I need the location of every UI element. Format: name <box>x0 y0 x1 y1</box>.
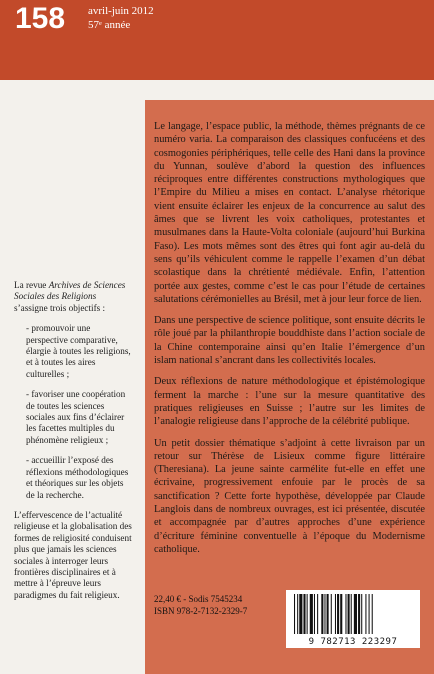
sidebar-closing: L’effervescence de l’actualité religieuse et la globalisation des formes de religiosité conduisent plus que jamais les sciences sociales à interroger leurs frontières disciplinaires et à mettre à l’épreuve leurs paradigmes du fait religieux. <box>14 509 132 600</box>
barcode-bar <box>307 594 308 634</box>
barcode-bar <box>335 594 336 634</box>
intro-suffix: s’assigne trois objectifs : <box>14 302 106 313</box>
barcode-bar <box>297 594 298 634</box>
journal-name: Archives de Sciences Sociales des Religions <box>14 280 126 302</box>
journal-objectives <box>14 280 132 610</box>
barcode-bar <box>321 594 323 634</box>
barcode-bar <box>348 594 350 634</box>
barcode-bar <box>294 594 295 634</box>
objective-item <box>14 323 132 380</box>
barcode-bar <box>331 594 332 634</box>
barcode-bar <box>372 594 373 634</box>
price-line: 22,40 € - Sodis 7545234 <box>154 594 243 604</box>
objective-text: - favoriser une coopération de toutes les sciences sociales aux fins d’éclairer les facettes multiples du phénomène religieux ; <box>26 389 126 445</box>
barcode-bar <box>310 594 313 634</box>
objective-item <box>14 389 132 446</box>
objective-item <box>14 455 132 501</box>
paragraph-theresiana: Un petit dossier thématique s’adjoint à cette livraison par un retour sur Thérèse de Lisieux comme figure littéraire (Theresiana). La jeune sainte carmélite fut-elle en effet une écrivaine, progressivement enfouie par le procès de sa sanctification ? Cette forte hypothèse, développée par Claude Langlois dans de nombreux ouvrages, est ici présentée, discutée et accompagnée par d’autres approches d’une expérience d’écriture féminine conventuelle à l’époque du Modernisme catholique. <box>154 437 425 555</box>
barcode-bar <box>369 594 370 634</box>
issue-meta <box>88 4 208 32</box>
barcode-bar <box>340 594 342 634</box>
barcode-bar <box>345 594 346 634</box>
paragraph-themes: Le langage, l’espace public, la méthode, thèmes prégnants de ce numéro varia. La comparaison des classiques confucéens et des cosmogonies périphériques, telle celle des Hani dans la province du Yunnan, soulève d’abord la question des influences réciproques entre différentes constructions mythologiques que l’Empire du Milieu a mises en contact. L’analyse rhétorique vient ensuite éclairer les enjeux de la concurrence au salut des âmes que se livrent les voix catholiques, protestantes et musulmanes dans la Haute-Volta coloniale (aujourd’hui Burkina Faso). Les mots mêmes sont des êtres qui font agir au-delà du sens qu’ils véhiculent comme le rappelle l’examen d’un débat scolastique dans la chrétienté médiévale. Enfin, l’attention portée aux gestes, comme c’est le cas pour l’étude de certaines salutations cérémonielles au Brésil, met à jour leur force de lien. <box>154 121 425 305</box>
barcode-bar <box>327 594 329 634</box>
objective-text: - accueillir l’exposé des réflexions méthodologiques et théoriques sur les objets de la recherche. <box>26 455 129 500</box>
description-text <box>154 120 425 564</box>
paragraph-methodology: Deux réflexions de nature méthodologique et épistémologique ferment la marche : l’une sur la mesure quantitative des pratiques religieuses en Suisse ; l’autre sur les limites de l’analogie religieuse dans l’approche de la célébrité publique. <box>154 376 425 428</box>
isbn-line: ISBN 978-2-7132-2329-7 <box>154 606 248 616</box>
barcode-bar <box>324 594 325 634</box>
issue-period: avril-juin 2012 <box>88 5 154 17</box>
issue-number: 158 <box>0 0 80 38</box>
barcode-bar <box>337 594 339 634</box>
sidebar-intro <box>14 280 132 314</box>
intro-prefix: La revue <box>14 280 47 290</box>
objective-text: - promouvoir une perspective comparative, élargie à toutes les religions, et à toutes les aires culturelles ; <box>26 323 131 379</box>
barcode-bar <box>303 594 305 634</box>
barcode-bar <box>361 594 362 634</box>
barcode-bar <box>351 594 352 634</box>
barcode-bar <box>314 594 315 634</box>
barcode-bar <box>354 594 357 634</box>
barcode-bar <box>365 594 366 634</box>
barcode-bars <box>286 590 420 636</box>
issue-year: 57ᵉ année <box>88 19 131 31</box>
barcode <box>286 590 420 648</box>
barcode-digits: 9 782713 223297 <box>308 637 398 647</box>
barcode-bar <box>317 594 318 634</box>
barcode-bar <box>358 594 360 634</box>
footer <box>154 590 425 654</box>
barcode-bar <box>299 594 302 634</box>
paragraph-political-science: Dans une perspective de science politique, sont ensuite décrits le rôle joué par la philanthropie bouddhiste dans l’action sociale de la Chine contemporaine ainsi qu’en Italie l’émergence d’un islam national s’ancrant dans les collectivités locales. <box>154 315 425 367</box>
